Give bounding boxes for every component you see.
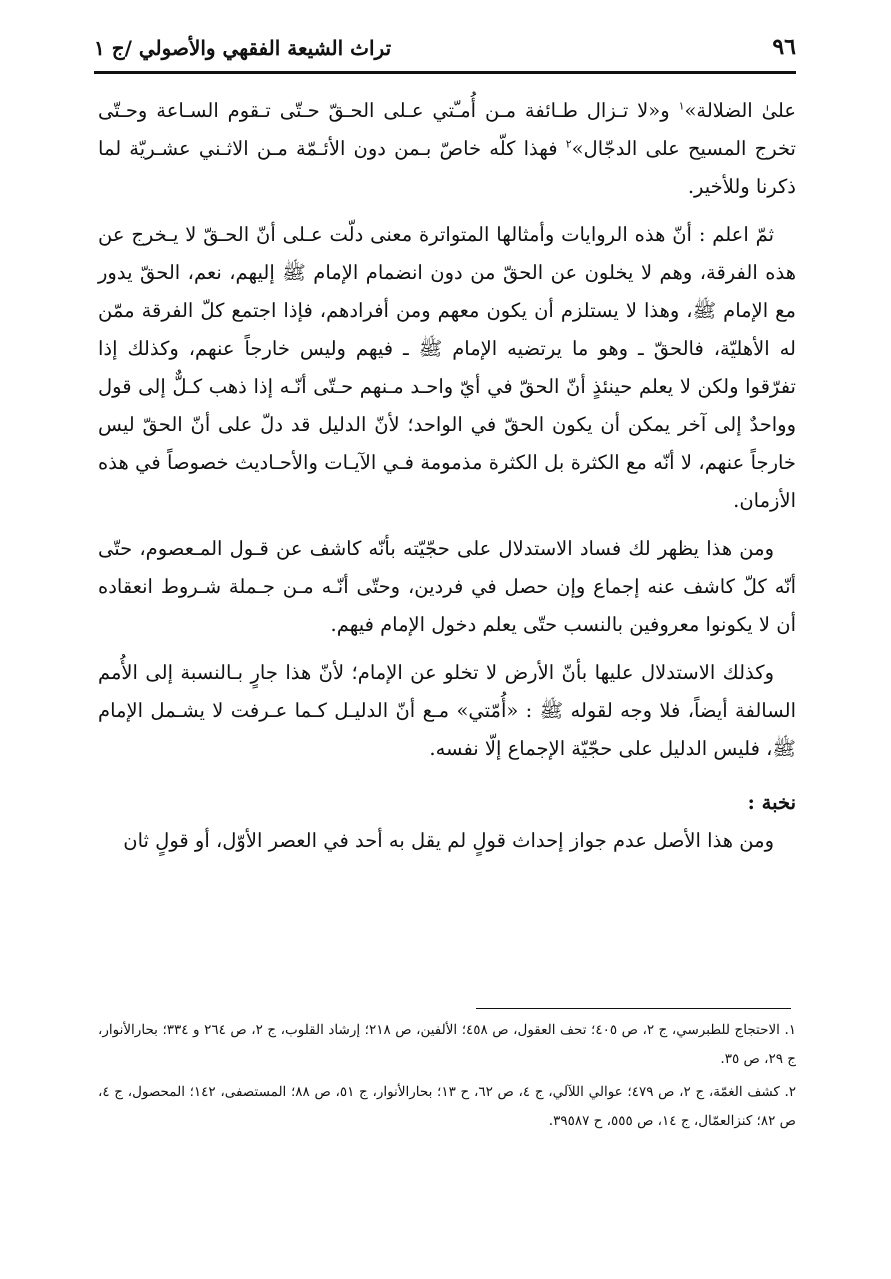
section-heading: نخبة : [747, 791, 796, 814]
footnote-2 [98, 1078, 796, 1136]
paragraph-1-end: فهذا كلّه خاصّ بـمن دون الأئـمّة مـن الاثـني عشـريّة لما ذكرنا وللأخير. [98, 137, 796, 198]
footnotes [98, 1016, 796, 1140]
paragraph-5: ومن هذا الأصل عدم جواز إحداث قولٍ لم يقل به أحد في العصر الأوّل، أو قولٍ ثان [123, 829, 774, 852]
footnote-1 [98, 1016, 796, 1074]
header-rule [94, 71, 796, 74]
footnote-1-text: الاحتجاج للطبرسي، ج ٢، ص ٤٠٥؛ تحف العقول، ص ٤٥٨؛ الألفين، ص ٢١٨؛ إرشاد القلوب، ج ٢، ص ٢٦٤ و ٣٣٤؛ بحارالأنوار، ج ٢٩، ص ٣٥. [98, 1022, 796, 1067]
paragraph-2: ثمّ اعلم : أنّ هذه الروايات وأمثالها المتواترة معنى دلّت عـلى أنّ الحـقّ لا يـخرج عن هذه الفرقة، وهم لا يخلون عن الحقّ من دون انضمام الإمام ﷺ إليهم، نعم، الحقّ يدور مع الإمام ﷺ، وهذا لا يستلزم أن يكون معهم ومن أفرادهم، فإذا اجتمع كلّ الفرقة ممّن له الأهليّة، فالحقّ ـ وهو ما يرتضيه الإمام ﷺ ـ فيهم وليس خارجاً عنهم، وكذلك إذا تفرّقوا ولكن لا يعلم حينئذٍ أنّ الحقّ في أيّ واحـد مـنهم حـتّى أنّـه إذا ذهب كـلٌّ إلى قول وواحدٌ إلى آخر يمكن أن يكون الحقّ في الواحد؛ لأنّ الدليل قد دلّ على أنّ الحقّ ليس خارجاً عنهم، لا أنّه مع الكثرة بل الكثرة مذمومة فـي الآيـات والأحـاديث خصوصاً في هذه الأزمان. [98, 223, 796, 512]
paragraph-1 [98, 92, 796, 206]
paragraph-4: وكذلك الاستدلال عليها بأنّ الأرض لا تخلو عن الإمام؛ لأنّ هذا جارٍ بـالنسبة إلى الأُمم السالفة أيضاً، فلا وجه لقوله ﷺ : «أُمّتي» مـع أنّ الدليـل كـما عـرفت لا يشـمل الإمام ﷺ، فليس الدليل على حجّيّة الإجماع إلّا نفسه. [98, 661, 796, 760]
footnote-2-number: ٢. [784, 1084, 797, 1100]
footnote-separator [476, 1008, 791, 1009]
footnote-marker-1: ١ [678, 99, 685, 113]
paragraph-1-start: علىٰ الضلالة» [684, 99, 796, 122]
page-number: ٩٦ [772, 34, 796, 60]
footnote-marker-2: ٢ [565, 137, 572, 151]
paragraph-3: ومن هذا يظهر لك فساد الاستدلال على حجّيّته بأنّه كاشف عن قـول المـعصوم، حتّى أنّه كلّ كاشف عنه إجماع وإن حصل في فردين، وحتّى أنّـه مـن جـملة شـروط انعقاده أن لا يكونوا معروفين بالنسب حتّى يعلم دخول الإمام فيهم. [98, 537, 796, 636]
footnote-2-text: كشف الغمّة، ج ٢، ص ٤٧٩؛ عوالي اللآلي، ج ٤، ص ٦٢، ح ١٣؛ بحارالأنوار، ج ٥١، ص ٨٨؛ المستصفى، ١٤٢؛ المحصول، ج ٤، ص ٨٢؛ كنزالعمّال، ج ١٤، ص ٥٥٥، ح ٣٩٥٨٧. [98, 1084, 796, 1129]
main-text [98, 92, 796, 870]
footnote-1-number: ١. [784, 1022, 797, 1038]
page-header [94, 30, 796, 74]
running-title: تراث الشيعة الفقهي والأصولي /ج ١ [94, 36, 392, 60]
paragraph-1-middle: و«لا تـزال طـائفة مـن أُمـّتي عـلى الحـقّ حـتّى تـقوم السـاعة وحـتّى تخرج المسيح على الدجّال» [98, 99, 796, 160]
